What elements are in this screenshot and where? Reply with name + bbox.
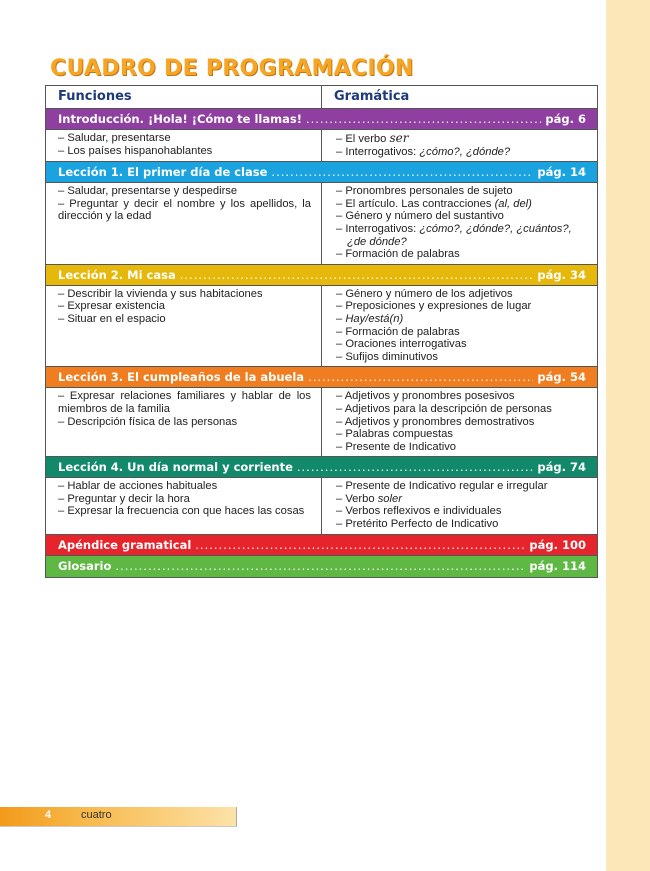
leader-dots	[297, 460, 534, 474]
funciones-cell	[46, 388, 322, 456]
section-title: Lección 2. Mi casa	[58, 267, 176, 282]
leader-dots	[308, 370, 533, 384]
gramatica-item: – Verbo soler	[336, 492, 402, 505]
section-bar-leccion-4[interactable]	[46, 457, 597, 478]
section-page: pág. 100	[529, 537, 586, 552]
gramatica-item: – Formación de palabras	[336, 325, 460, 338]
page-number-word: cuatro	[81, 809, 112, 821]
section-page: pág. 74	[537, 460, 586, 475]
gramatica-item: – Presente de Indicativo	[336, 440, 457, 453]
section-title: Apéndice gramatical	[58, 537, 192, 552]
funciones-item: – Preguntar y decir el nombre y los apellidos, la dirección y la edad	[58, 197, 311, 223]
funciones-item: – Saludar, presentarse y despedirse	[58, 185, 238, 198]
section-page: pág. 34	[537, 267, 586, 282]
funciones-item: – Hablar de acciones habituales	[58, 480, 218, 493]
page-title: CUADRO DE PROGRAMACIÓN	[50, 56, 414, 81]
leader-dots	[271, 165, 533, 179]
funciones-item: – Situar en el espacio	[58, 312, 166, 325]
table-header	[46, 86, 597, 109]
section-bar-apendice[interactable]	[46, 535, 597, 556]
section-bar-glosario[interactable]	[46, 556, 597, 577]
funciones-item: – Los países hispanohablantes	[58, 144, 213, 157]
leader-dots	[306, 112, 541, 126]
footer-bar	[0, 807, 237, 827]
section-row-introduccion	[46, 130, 597, 162]
funciones-item: – Preguntar y decir la hora	[58, 492, 190, 505]
gramatica-item: – Oraciones interrogativas	[336, 338, 467, 351]
section-row-leccion-3	[46, 388, 597, 457]
section-bar-leccion-1[interactable]	[46, 162, 597, 183]
header-gramatica: Gramática	[334, 89, 410, 104]
section-bar-leccion-3[interactable]	[46, 367, 597, 388]
gramatica-cell	[322, 286, 597, 367]
section-title: Lección 3. El cumpleaños de la abuela	[58, 370, 305, 385]
gramatica-item: – Pronombres personales de sujeto	[336, 185, 513, 198]
funciones-cell	[46, 183, 322, 264]
funciones-cell	[46, 286, 322, 367]
gramatica-item: – El artículo. Las contracciones (al, del)	[336, 197, 532, 210]
leader-dots	[115, 559, 525, 573]
gramatica-item: – Adjetivos y pronombres posesivos	[336, 390, 515, 403]
gramatica-item: – Género y número del sustantivo	[336, 210, 504, 223]
gramatica-item: – Presente de Indicativo regular e irregular	[336, 480, 548, 493]
funciones-item: – Expresar la frecuencia con que haces las cosas	[58, 505, 305, 518]
section-row-leccion-2	[46, 286, 597, 368]
section-page: pág. 54	[537, 370, 586, 385]
section-page: pág. 114	[529, 559, 586, 574]
program-table	[45, 85, 598, 578]
page-number: 4	[45, 809, 52, 821]
section-bar-leccion-2[interactable]	[46, 265, 597, 286]
gramatica-item: – Verbos reflexivos e individuales	[336, 505, 502, 518]
section-page: pág. 6	[545, 112, 586, 126]
gramatica-cell	[322, 388, 597, 456]
leader-dots	[195, 538, 525, 552]
funciones-item: – Describir la vivienda y sus habitaciones	[58, 287, 263, 300]
gramatica-item: – Hay/está(n)	[336, 312, 404, 325]
gramatica-cell	[322, 478, 597, 533]
funciones-item: – Expresar relaciones familiares y hablar de los miembros de la familia	[58, 390, 311, 415]
funciones-cell	[46, 130, 322, 161]
gramatica-item: – Género y número de los adjetivos	[336, 287, 513, 300]
gramatica-item: – Pretérito Perfecto de Indicativo	[336, 518, 499, 531]
section-row-leccion-4	[46, 478, 597, 534]
gramatica-item: – Adjetivos y pronombres demostrativos	[336, 415, 535, 428]
section-title: Introducción. ¡Hola! ¡Cómo te llamas!	[58, 112, 302, 126]
gramatica-item: – El verbo ser	[336, 131, 409, 145]
gramatica-cell	[322, 183, 597, 264]
gramatica-item: – Interrogativos: ¿cómo?, ¿dónde?	[336, 145, 511, 158]
gramatica-item: – Sufijos diminutivos	[336, 350, 438, 363]
page-edge-stripe	[606, 0, 650, 871]
funciones-cell	[46, 478, 322, 533]
section-title: Lección 1. El primer día de clase	[58, 165, 268, 180]
funciones-item: – Expresar existencia	[58, 300, 165, 313]
header-funciones: Funciones	[46, 86, 322, 108]
funciones-item: – Saludar, presentarse	[58, 132, 171, 144]
gramatica-item: – Formación de palabras	[336, 248, 460, 261]
gramatica-item: – Adjetivos para la descripción de personas	[336, 402, 552, 415]
section-title: Lección 4. Un día normal y corriente	[58, 460, 293, 475]
leader-dots	[180, 268, 534, 282]
funciones-item: – Descripción física de las personas	[58, 415, 238, 428]
gramatica-cell	[322, 130, 597, 161]
gramatica-item: – Interrogativos: ¿cómo?, ¿dónde?, ¿cuántos?, ¿de dónde?	[336, 222, 572, 248]
gramatica-item: – Preposiciones y expresiones de lugar	[336, 300, 532, 313]
gramatica-item: – Palabras compuestas	[336, 428, 453, 441]
section-bar-introduccion[interactable]	[46, 109, 597, 130]
section-title: Glosario	[58, 559, 112, 574]
section-page: pág. 14	[537, 165, 586, 180]
section-row-leccion-1	[46, 183, 597, 265]
